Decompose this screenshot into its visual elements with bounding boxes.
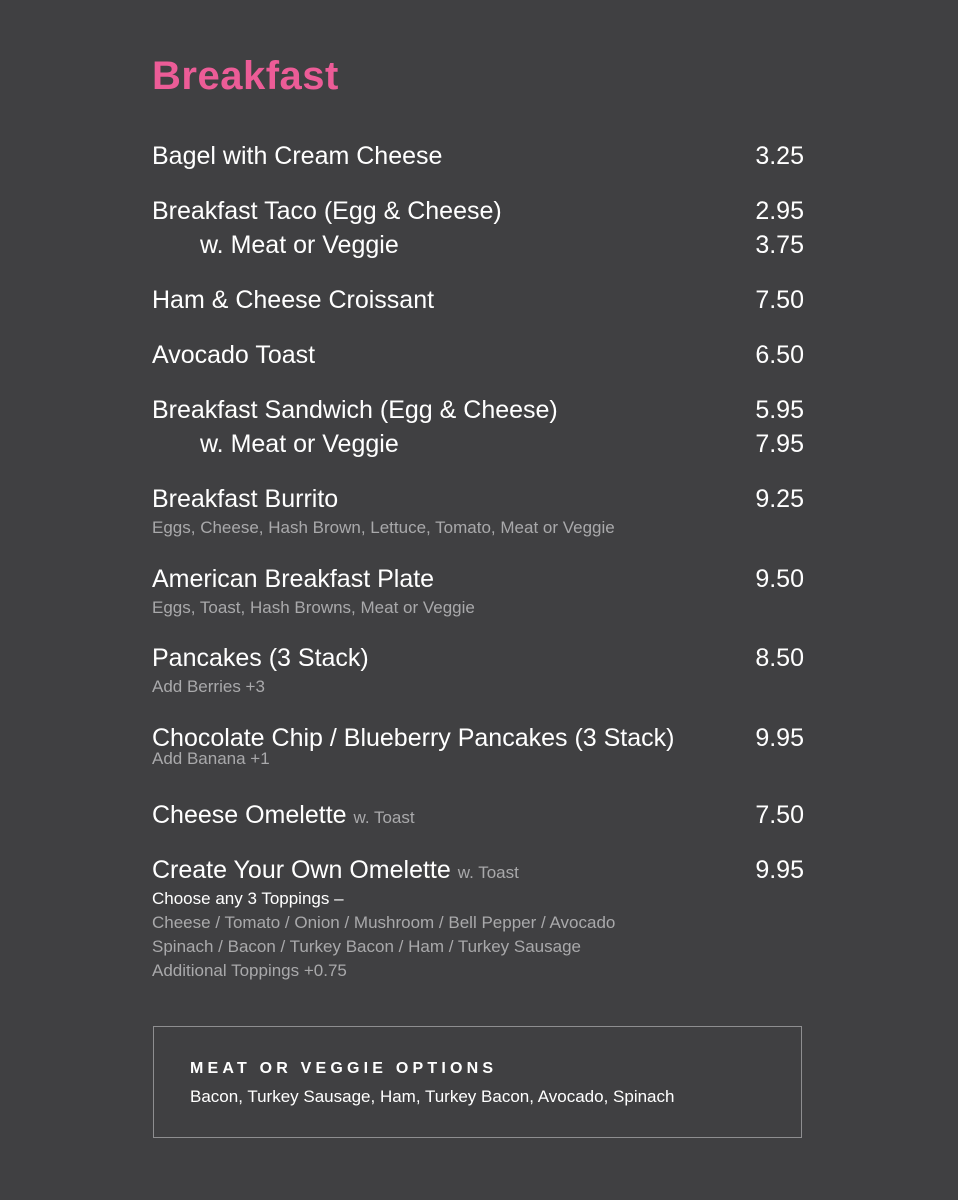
options-box-text: Bacon, Turkey Sausage, Ham, Turkey Bacon, Avocado, Spinach [190, 1087, 675, 1106]
item-name: Breakfast Sandwich (Egg & Cheese) [152, 396, 558, 424]
item-note: w. Toast [353, 808, 415, 827]
item-variant-name: w. Meat or Veggie [200, 430, 399, 458]
additional-toppings-note: Additional Toppings +0.75 [152, 961, 347, 980]
menu-item [152, 853, 804, 983]
item-price: 9.25 [755, 485, 804, 513]
menu-item [152, 562, 804, 620]
menu-item [152, 338, 804, 372]
item-description: Eggs, Toast, Hash Browns, Meat or Veggie [152, 598, 475, 617]
item-name: Breakfast Burrito [152, 485, 339, 513]
item-name: Bagel with Cream Cheese [152, 142, 443, 170]
item-description: Add Banana +1 [152, 749, 270, 768]
item-price: 7.50 [755, 801, 804, 829]
menu-item [152, 641, 804, 699]
menu-item [152, 721, 804, 771]
item-price: 9.50 [755, 565, 804, 593]
toppings-list-line-2: Spinach / Bacon / Turkey Bacon / Ham / Turkey Sausage [152, 937, 582, 956]
item-price: 3.25 [755, 142, 804, 170]
item-price: 9.95 [755, 724, 804, 752]
item-name: Chocolate Chip / Blueberry Pancakes (3 Stack) [152, 724, 675, 752]
item-variant-price: 7.95 [755, 430, 804, 458]
item-note: w. Toast [457, 863, 519, 882]
item-price: 5.95 [755, 396, 804, 424]
item-name: Ham & Cheese Croissant [152, 286, 435, 314]
meat-veggie-options-box [153, 1026, 802, 1138]
item-name: Cheese Omelette [152, 801, 347, 829]
item-price: 7.50 [755, 286, 804, 314]
item-name: Breakfast Taco (Egg & Cheese) [152, 197, 502, 225]
options-box-title: MEAT OR VEGGIE OPTIONS [190, 1060, 498, 1077]
item-description: Add Berries +3 [152, 677, 265, 696]
menu-item [152, 393, 804, 461]
item-price: 8.50 [755, 644, 804, 672]
menu-title: Breakfast [152, 54, 339, 98]
item-name: American Breakfast Plate [152, 565, 435, 593]
menu-item [152, 139, 804, 173]
item-variant-name: w. Meat or Veggie [200, 231, 399, 259]
item-name: Create Your Own Omelette [152, 856, 451, 884]
item-description: Eggs, Cheese, Hash Brown, Lettuce, Tomato, Meat or Veggie [152, 518, 615, 537]
toppings-list-line-1: Cheese / Tomato / Onion / Mushroom / Bell Pepper / Avocado [152, 913, 616, 932]
item-variant-price: 3.75 [755, 231, 804, 259]
item-name: Avocado Toast [152, 341, 316, 369]
item-price: 2.95 [755, 197, 804, 225]
menu-item [152, 194, 804, 262]
menu-item [152, 283, 804, 317]
item-name: Pancakes (3 Stack) [152, 644, 369, 672]
item-price: 6.50 [755, 341, 804, 369]
menu-item [152, 798, 804, 832]
item-price: 9.95 [755, 856, 804, 884]
toppings-choose-label: Choose any 3 Toppings – [152, 889, 344, 908]
menu-item [152, 482, 804, 540]
